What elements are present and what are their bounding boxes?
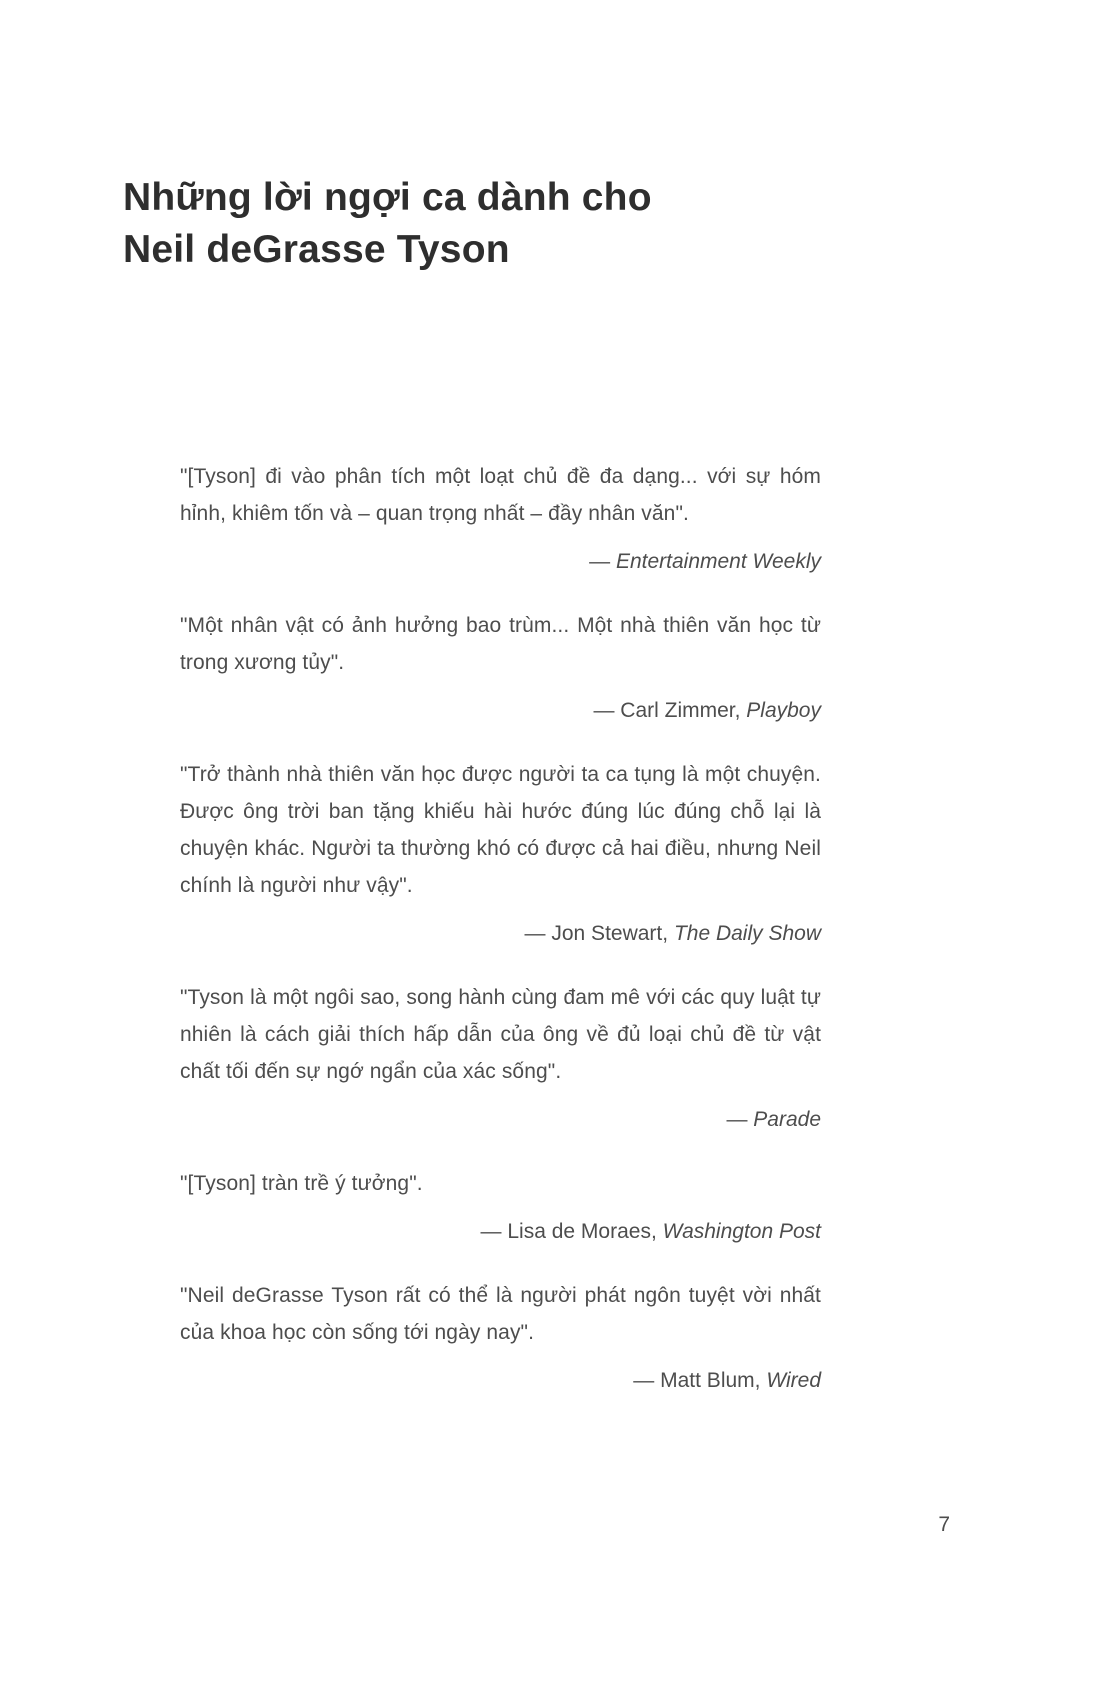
quote-attribution — [180, 1362, 821, 1399]
quote-attribution — [180, 1101, 821, 1138]
page-title-line1: Những lời ngợi ca dành cho — [123, 176, 652, 219]
page-title — [123, 172, 883, 276]
attribution-dash-name: — Lisa de Moraes, — [480, 1220, 657, 1243]
quote-text: "Trở thành nhà thiên văn học được người ta ca tụng là một chuyện. Được ông trời ban tặng khiếu hài hước đúng lúc đúng chỗ lại là chuyện khác. Người ta thường khó có được cả hai điều, nhưng Neil chính là người như vậy". — [180, 763, 821, 897]
quote-text: "Neil deGrasse Tyson rất có thể là người phát ngôn tuyệt vời nhất của khoa học còn sống tới ngày nay". — [180, 1284, 821, 1344]
quote-block — [180, 979, 821, 1138]
quote-attribution — [180, 692, 821, 729]
quote-text: "Một nhân vật có ảnh hưởng bao trùm... Một nhà thiên văn học từ trong xương tủy". — [180, 614, 821, 674]
attribution-source: The Daily Show — [673, 922, 821, 945]
quote-block — [180, 756, 821, 952]
quote-block — [180, 1277, 821, 1399]
quote-block — [180, 1165, 821, 1250]
quote-attribution — [180, 543, 821, 580]
quote-text: "[Tyson] đi vào phân tích một loạt chủ đề đa dạng... với sự hóm hỉnh, khiêm tốn và – quan trọng nhất – đầy nhân văn". — [180, 465, 821, 525]
quotes-section — [180, 458, 821, 1426]
attribution-source: Playboy — [746, 699, 821, 722]
quote-attribution — [180, 1213, 821, 1250]
attribution-dash-name: — — [726, 1108, 748, 1131]
quote-block — [180, 458, 821, 580]
page-title-line2: Neil deGrasse Tyson — [123, 228, 510, 271]
quote-block — [180, 607, 821, 729]
quote-text: "[Tyson] tràn trề ý tưởng". — [180, 1172, 423, 1195]
quote-attribution — [180, 915, 821, 952]
attribution-source: Entertainment Weekly — [615, 550, 821, 573]
attribution-dash-name: — — [589, 550, 611, 573]
attribution-dash-name: — Matt Blum, — [633, 1369, 761, 1392]
attribution-dash-name: — Jon Stewart, — [524, 922, 669, 945]
attribution-dash-name: — Carl Zimmer, — [593, 699, 741, 722]
attribution-source: Washington Post — [662, 1220, 821, 1243]
attribution-source: Parade — [753, 1108, 821, 1131]
attribution-source: Wired — [766, 1369, 821, 1392]
quote-text: "Tyson là một ngôi sao, song hành cùng đam mê với các quy luật tự nhiên là cách giải thích hấp dẫn của ông về đủ loại chủ đề từ vật chất tối đến sự ngớ ngẩn của xác sống". — [180, 986, 821, 1083]
page-number: 7 — [938, 1513, 950, 1536]
